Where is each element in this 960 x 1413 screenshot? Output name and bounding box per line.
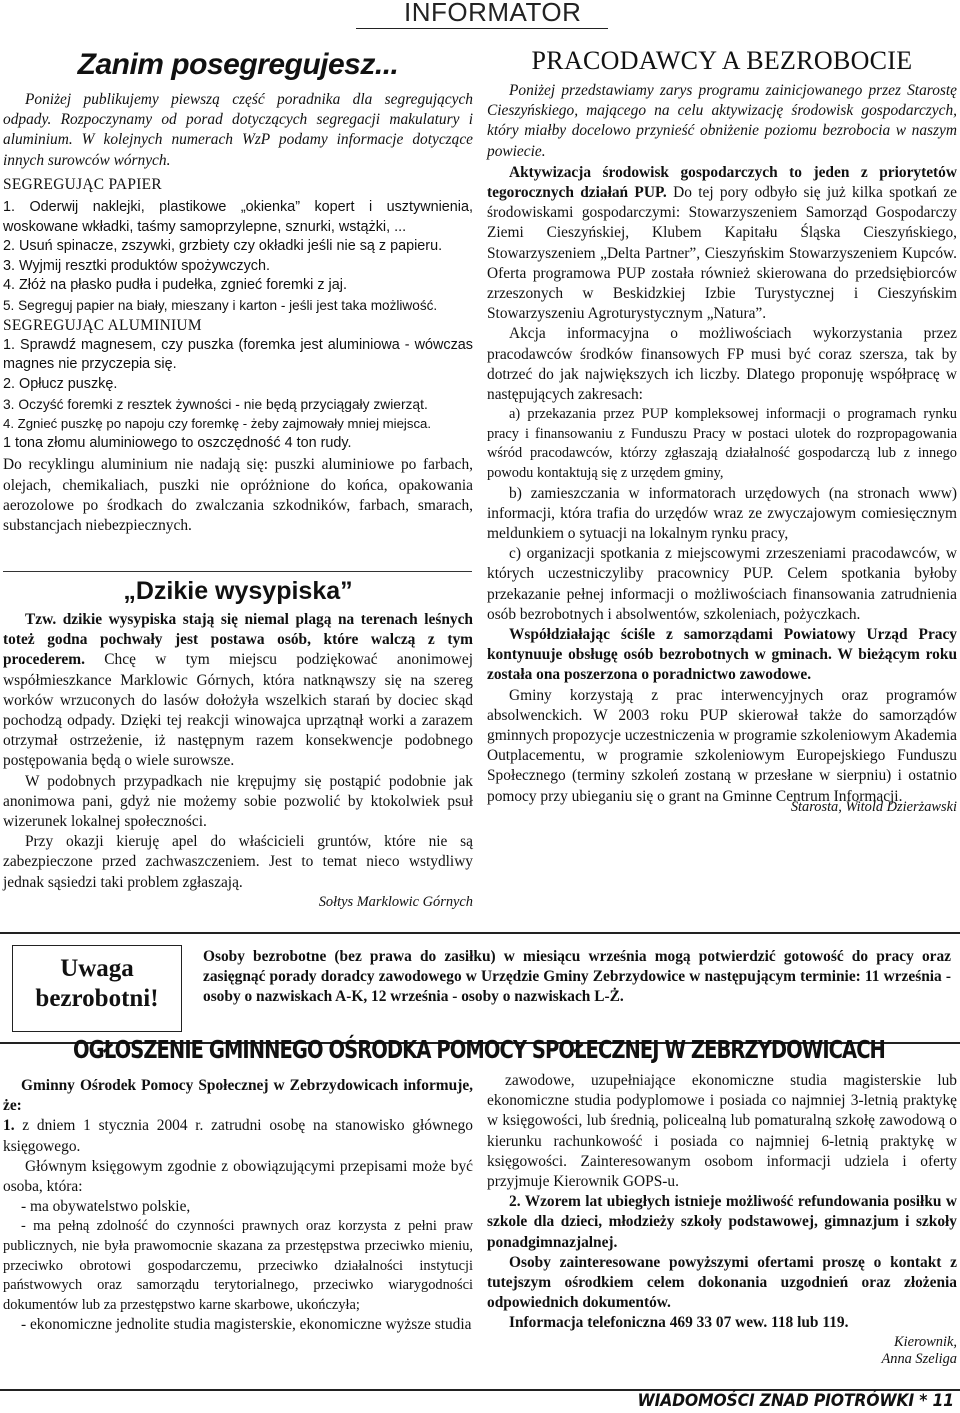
pracodawcy-p1-text: Do tej pory odbyło się już kilka spotkań ze środowiskami gospodarczymi: Stowarzyszeniem Samorząd Gospodarczy Ziemi Cieszyńskiej, Klubem Kapitału Śląska Cieszyńskiego, Stowarzyszeniem „Delta Partner”, Cieszyńskim Stowarzyszeniem Kupców. Oferta programowa PUP została również skierowana do przedsiębiorców zrzeszonych w Beskidzkiej Izbie Turystycznej i Cieszyńskim Stowarzyszeniu Agroturystycznym „Natura”. bbox=[487, 184, 957, 323]
pracodawcy-paragraph-bold: Współdziałając ściśle z samorządami Powiatowy Urząd Pracy kontynuuje obsługę osób bezrobotnych w gminach. W bieżącym roku została ona poszerzona o poradnictwo zawodowe. bbox=[487, 626, 957, 684]
paper-item: 5. Segreguj papier na biały, mieszany i karton - jeśli jest taka możliwość. bbox=[3, 297, 438, 313]
pracodawcy-paragraph: Gminy korzystają z prac interwencyjnych oraz programów absolwenckich. W 2003 roku PUP skierował także do samorządów gminnych propozycje uczestniczenia w programie szkoleniowym Akademia Outplacementu, w programie szkoleniowym Europejskiego Funduszu Społecznego (terminy szkoleń zostaną w przesłane w sierpniu) i ostatnio pomocy przy ubieganiu się o grant na Gminne Centrum Informacji. bbox=[487, 686, 957, 805]
ogloszenie-left bbox=[3, 1076, 473, 1336]
point1-number: 1. bbox=[3, 1117, 15, 1135]
aluminium-item: 3. Oczyść foremki z resztek żywności - nie będą przyciągały zwierząt. bbox=[3, 396, 428, 412]
pracodawcy-item-c: c) organizacji spotkania z miejscowymi zrzeszeniami pracodawców, w których uczestniczyliby pracownicy PUP. Celem spotkania byłoby przekazanie pełnej informacji o możliwościach finansowania zatrudnienia osób bezrobotnych i absolwentów, szkoleniach, pożyczkach. bbox=[487, 545, 957, 623]
dzikie-lead-text: Chcę w tym miejscu podziękować anonimowej współmieszkance Marklowic Górnych, która natknąwszy się na szereg worków wrzuconych do lasów dołożyła wszelkich starań by dociec skąd pochodzą odpady. Dzięki tej reakcji winowajca uprzątnął worki a zarazem otrzymał ostrzeżenie, iż następnym razem konsekwencje podobnego postępowania będą o wiele surowsze. bbox=[3, 651, 473, 770]
ogloszenie-req: - ekonomiczne jednolite studia magisterskie, ekonomiczne wyższe studia bbox=[21, 1316, 472, 1334]
ogloszenie-phone: Informacja telefoniczna 469 33 07 wew. 118 lub 119. bbox=[509, 1314, 849, 1332]
dzikie-signature: Sołtys Marklowic Górnych bbox=[318, 893, 473, 910]
article-title: Zanim posegregujesz... bbox=[77, 48, 399, 81]
dzikie-title: „Dzikie wysypiska” bbox=[123, 577, 353, 605]
dzikie-section bbox=[3, 574, 473, 911]
dzikie-lead-bold: Tzw. dzikie wysypiska stają się niemal plagą na terenach leśnych toteż godna pochwały jest postawa osób, które walczą z tym procederem. bbox=[3, 611, 473, 669]
ogloszenie-signature-name: Anna Szeliga bbox=[881, 1350, 957, 1367]
paper-item: 4. Złóż na płasko pudła i pudełka, zgnieć foremki z jaj. bbox=[3, 277, 347, 294]
pracodawcy-item-b: b) zamieszczania w informatorach urzędowych (na stronach www) informacji, która trafia do urzędów wraz ze zwyczajowym comiesięcznym meldunkiem o sytuacji na lokalnym rynku pracy, bbox=[487, 484, 957, 543]
pracodawcy-title: PRACODAWCY A BEZROBOCIE bbox=[531, 46, 913, 75]
aluminium-item: 1. Sprawdź magnesem, czy puszka (foremka jest aluminiowa - wówczas magnes nie przyczepia się. bbox=[3, 336, 473, 373]
aluminium-closing: Do recyklingu aluminium nie nadają się: puszki aluminiowe po farbach, olejach, chemikaliach, puszki nie opróżnione do końca, opakowania aerozolowe po środkach do zwalczania szkodników, farbach, smarach, substancjach niebezpiecznych. bbox=[3, 456, 473, 534]
left-divider bbox=[3, 571, 472, 572]
pracodawcy-item-a: a) przekazania przez PUP kompleksowej informacji o programach rynku pracy i finansowaniu z Funduszu Pracy w postaci ulotek do rozpropagowania wśród pracodawców, którzy zgłaszają działalność gospodarczą lub z innego powodu kontaktują się z urzędem gminy, bbox=[487, 406, 957, 482]
article-intro: Poniżej publikujemy piewszą część poradnika dla segregujących odpady. Rozpoczynamy od porad dotyczących segregacji makulatury i aluminium. W kolejnych numerach WzP podamy informacje dotyczące innych surowców wórnych. bbox=[3, 91, 473, 169]
uwaga-text: Osoby bezrobotne (bez prawa do zasiłku) w miesiącu września mogą potwierdzić gotowość do pracy oraz zasięgnąć porady doradcy zawodowego w Urzędzie Gminy Zebrzydowice w następującym terminie: 11 września - osoby o nazwiskach A-K, 12 września - osoby o nazwiskach L-Ż. bbox=[203, 948, 951, 1006]
aluminium-item: 1 tona złomu aluminiowego to oszczędność 4 ton rudy. bbox=[3, 434, 352, 451]
ogloszenie-point1 bbox=[3, 1116, 473, 1156]
uwaga-box bbox=[12, 945, 182, 1032]
uwaga-top-rule bbox=[0, 932, 960, 934]
paper-item: 2. Usuń spinacze, zszywki, grzbiety czy okładki jeśli nie są z papieru. bbox=[3, 238, 443, 255]
pracodawcy-signature: Starosta, Witold Dzierżawski bbox=[790, 798, 957, 815]
aluminium-item: 4. Zgnieć puszkę po napoju czy foremkę - żeby zajmowały mniej miejsca. bbox=[3, 416, 432, 432]
header-rule bbox=[356, 28, 608, 29]
pracodawcy-paragraph bbox=[487, 163, 957, 325]
footer-label: WIADOMOŚCI ZNAD PIOTRÓWKI * 11 bbox=[637, 1391, 954, 1411]
ogloszenie-req: - ma obywatelstwo polskie, bbox=[21, 1198, 191, 1216]
dzikie-lead bbox=[3, 610, 473, 772]
ogloszenie-req-intro: Głównym księgowym zgodnie z obowiązującymi przepisami może być osoba, która: bbox=[3, 1157, 473, 1196]
point1-text: z dniem 1 stycznia 2004 r. zatrudni osobę na stanowisko głównego księgowego. bbox=[3, 1117, 473, 1155]
ogloszenie-point3: Osoby zainteresowane powyższymi ofertami proszę o kontakt z tutejszym ośrodkiem celem dokonania uzgodnień oraz złożenia odpowiednich dokumentów. bbox=[487, 1253, 957, 1312]
paper-item: 3. Wyjmij resztki produktów spożywczych. bbox=[3, 257, 270, 274]
ogloszenie-title: OGŁOSZENIE GMINNEGO OŚRODKA POMOCY SPOŁECZNEJ W ZEBRZYDOWICACH bbox=[73, 1035, 885, 1064]
paper-heading: SEGREGUJĄC PAPIER bbox=[3, 175, 162, 193]
right-column bbox=[487, 44, 957, 816]
aluminium-heading: SEGREGUJĄC ALUMINIUM bbox=[3, 316, 202, 334]
paper-item: 1. Oderwij naklejki, plastikowe „okienka” kopert i usztywnienia, woskowane wkładki, taśmy samoprzylepne, sznurki, wstążki, ... bbox=[3, 199, 473, 235]
uwaga-label: bezrobotni! bbox=[35, 985, 159, 1012]
header-label: INFORMATOR bbox=[404, 0, 582, 27]
aluminium-item: 2. Opłucz puszkę. bbox=[3, 375, 118, 392]
left-column bbox=[3, 40, 473, 536]
ogloszenie-point2: 2. Wzorem lat ubiegłych istnieje możliwość refundowania posiłku w szkole dla dzieci, młodzieży szkoły podstawowej, gimnazjum i szkoły ponadgimnazjalnej. bbox=[487, 1193, 957, 1251]
ogloszenie-lead: Gminny Ośrodek Pomocy Społecznej w Zebrzydowicach informuje, że: bbox=[3, 1077, 473, 1115]
dzikie-paragraph: Przy okazji kieruję apel do właścicieli gruntów, które nie są zabezpieczone przed zachwaszczeniem. Jest to temat nieco wstydliwy jednak sąsiedzi taki problem zgłaszają. bbox=[3, 833, 473, 891]
pracodawcy-paragraph: Akcja informacyjna o możliwościach wykorzystania przez pracodawców środków finansowych FP musi być coraz szersza, tak by dotrzeć do jak największych ich liczby. Dlatego proponuję współpracę w następujących zakresach: bbox=[487, 325, 957, 404]
pracodawcy-intro: Poniżej przedstawiamy zarys programu zainicjowanego przez Starostę Cieszyńskiego, mającego na celu aktywizację środowisk gospodarczych, który miałby docelowo przynieść obniżenie poziomu bezrobocia w naszym powiecie. bbox=[487, 82, 957, 160]
pracodawcy-p1-bold: Aktywizacja środowisk gospodarczych to jeden z priorytetów tegorocznych działań PUP. bbox=[487, 163, 957, 202]
ogloszenie-right bbox=[487, 1071, 957, 1368]
dzikie-paragraph: W podobnych przypadkach nie krępujmy się postąpić podobnie jak anonimowa pani, gdyż nie możemy sobie pozwolić by ktokolwiek psuł wizerunek lokalnej społeczności. bbox=[3, 772, 473, 831]
ogloszenie-right-paragraph: zawodowe, uzupełniające ekonomiczne studia magisterskie lub ekonomiczne studia podyplomowe i posiada co najmniej 3-letnią praktykę w księgowości, lub średnią, policealną lub pomaturalną szkołę zawodową o kierunku rachunkowość i posiada co najmniej 6-letnią praktykę w księgowości. Zainteresowanym osobom informacji udziela i oferty przyjmuje Kierownik GOPS-u. bbox=[487, 1072, 957, 1191]
ogloszenie-req: - ma pełną zdolność do czynności prawnych oraz korzysta z pełni praw publicznych, nie była prawomocnie skazana za przestępstwa przeciwko mieniu, przeciwko obrotowi gospodarczemu, przeciwko działalności instytucji państwowych oraz samorządu terytorialnego, przeciwko wiarygodności dokumentów lub za przestępstwo karne skarbowe, ukończyła; bbox=[3, 1218, 473, 1313]
uwaga-label: Uwaga bbox=[60, 955, 134, 982]
ogloszenie-signature-role: Kierownik, bbox=[893, 1333, 957, 1350]
